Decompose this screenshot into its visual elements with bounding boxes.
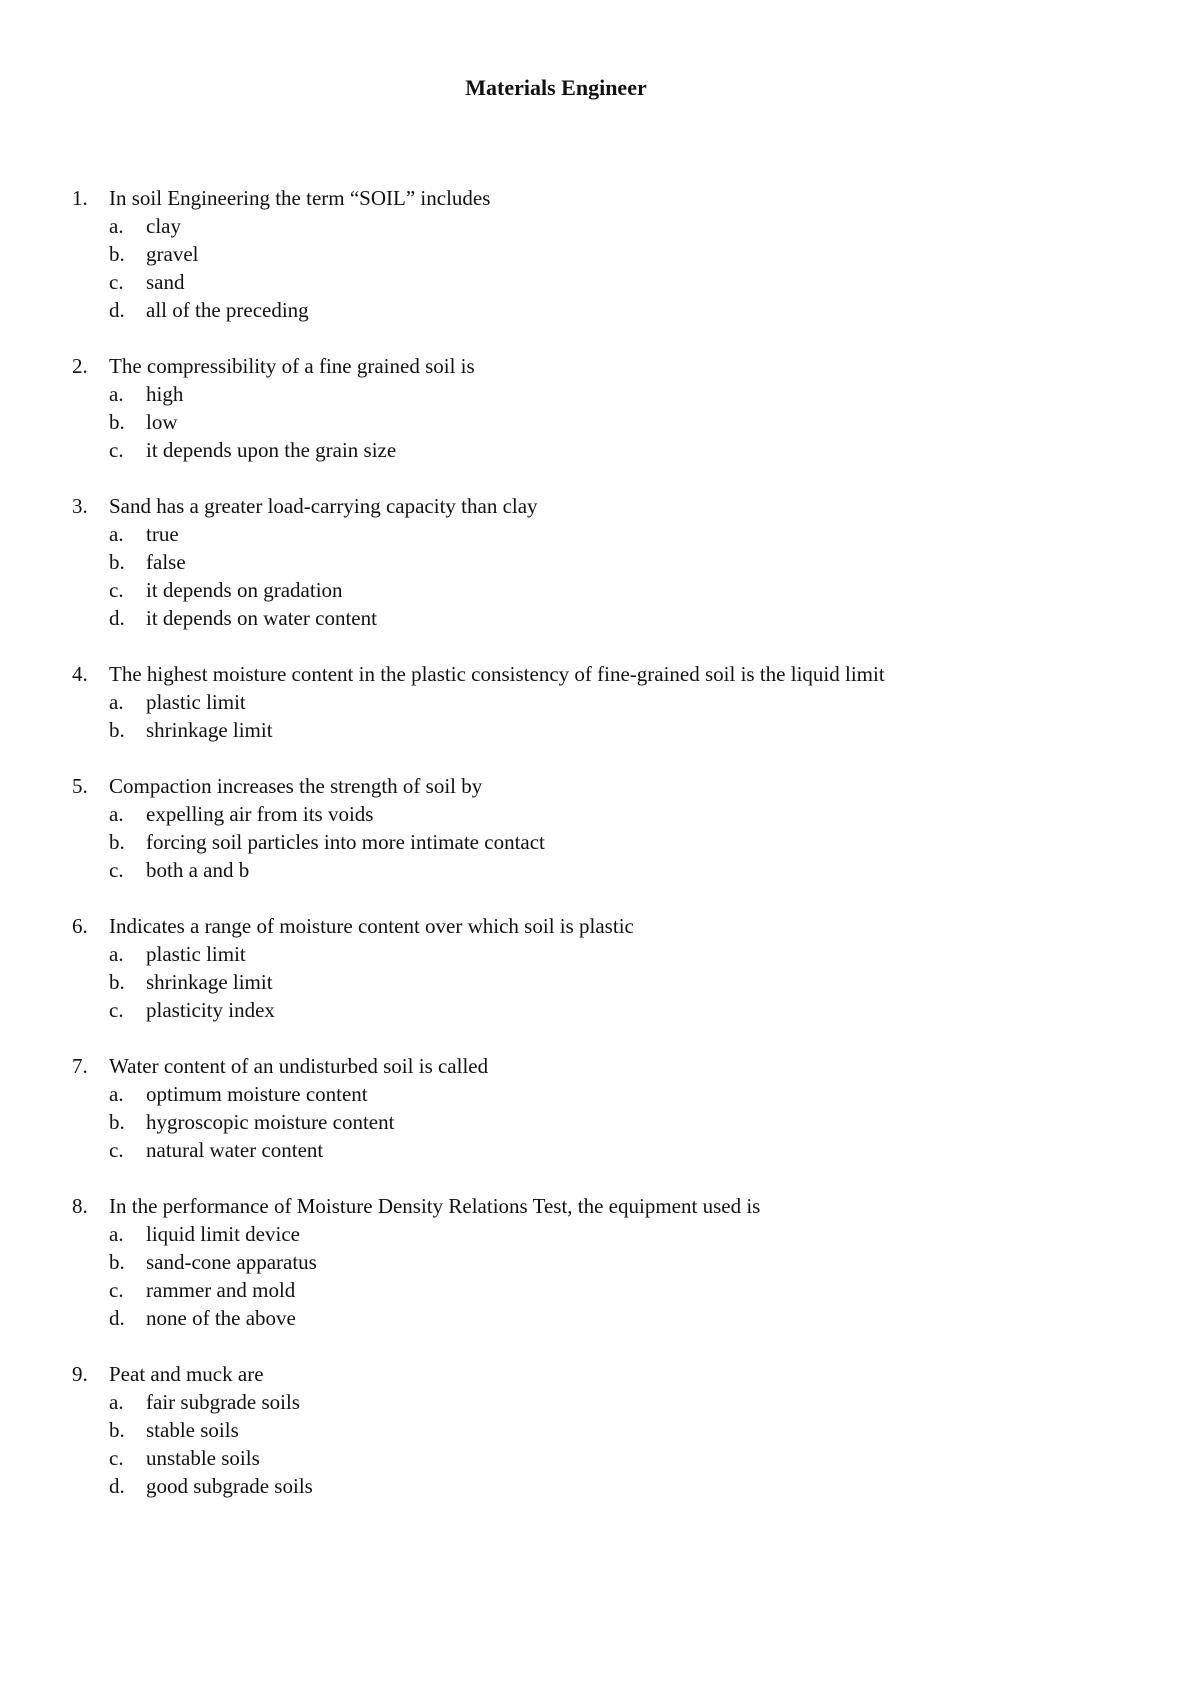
option-text: none of the above [146,1306,296,1330]
option-text: false [146,550,186,574]
option-letter: a. [109,690,124,714]
option-letter: b. [109,242,125,266]
option-text: good subgrade soils [146,1474,313,1498]
question-stem [72,912,932,940]
answer-option [109,212,932,240]
option-list [72,688,932,744]
question-stem [72,1192,932,1220]
option-letter: d. [109,606,125,630]
answer-option [109,1276,932,1304]
option-letter: c. [109,998,124,1022]
option-letter: b. [109,1110,125,1134]
question-number: 8. [72,1194,88,1218]
option-text: sand-cone apparatus [146,1250,317,1274]
answer-option [109,968,932,996]
answer-option [109,548,932,576]
answer-option [109,856,932,884]
option-letter: a. [109,522,124,546]
question-item [72,912,932,1024]
answer-option [109,1444,932,1472]
answer-option [109,1304,932,1332]
option-text: clay [146,214,181,238]
option-text: rammer and mold [146,1278,296,1302]
question-item [72,660,932,744]
question-text: The highest moisture content in the plastic consistency of fine-grained soil is the liquid limit [109,662,885,686]
answer-option [109,1108,932,1136]
question-item [72,1052,932,1164]
option-letter: b. [109,1418,125,1442]
option-text: it depends upon the grain size [146,438,397,462]
answer-option [109,716,932,744]
option-list [72,380,932,464]
answer-option [109,1472,932,1500]
answer-option [109,604,932,632]
answer-option [109,1388,932,1416]
option-letter: b. [109,550,125,574]
question-number: 6. [72,914,88,938]
option-letter: c. [109,1278,124,1302]
answer-option [109,408,932,436]
question-item [72,184,932,324]
answer-option [109,576,932,604]
answer-option [109,1080,932,1108]
answer-option [109,380,932,408]
option-text: true [146,522,179,546]
question-item [72,1192,932,1332]
option-list [72,800,932,884]
answer-option [109,296,932,324]
question-text: The compressibility of a fine grained soil is [109,354,475,378]
question-stem [72,660,932,688]
question-stem [72,772,932,800]
option-letter: c. [109,578,124,602]
option-text: plastic limit [146,942,246,966]
option-list [72,1220,932,1332]
option-text: low [146,410,178,434]
option-letter: b. [109,410,125,434]
option-text: high [146,382,184,406]
question-stem [72,352,932,380]
option-text: all of the preceding [146,298,309,322]
document-title: Materials Engineer [465,75,647,100]
option-letter: a. [109,942,124,966]
question-text: In the performance of Moisture Density Relations Test, the equipment used is [109,1194,761,1218]
option-text: both a and b [146,858,250,882]
question-number: 9. [72,1362,88,1386]
answer-option [109,996,932,1024]
option-letter: d. [109,1306,125,1330]
option-text: stable soils [146,1418,239,1442]
option-list [72,212,932,324]
question-number: 3. [72,494,88,518]
answer-option [109,520,932,548]
option-letter: c. [109,1138,124,1162]
option-text: shrinkage limit [146,970,273,994]
answer-option [109,940,932,968]
answer-option [109,268,932,296]
option-list [72,1080,932,1164]
option-text: forcing soil particles into more intimate contact [146,830,545,854]
option-letter: c. [109,1446,124,1470]
question-number: 2. [72,354,88,378]
question-number: 7. [72,1054,88,1078]
option-text: gravel [146,242,199,266]
option-letter: a. [109,1222,124,1246]
option-letter: b. [109,1250,125,1274]
answer-option [109,1220,932,1248]
answer-option [109,240,932,268]
option-letter: a. [109,802,124,826]
option-letter: b. [109,718,125,742]
question-item [72,492,932,632]
question-text: Compaction increases the strength of soil by [109,774,483,798]
option-text: unstable soils [146,1446,260,1470]
option-letter: d. [109,1474,125,1498]
option-text: sand [146,270,185,294]
question-number: 1. [72,186,88,210]
option-text: hygroscopic moisture content [146,1110,395,1134]
answer-option [109,800,932,828]
option-list [72,940,932,1024]
option-text: fair subgrade soils [146,1390,300,1414]
option-letter: c. [109,270,124,294]
option-letter: c. [109,858,124,882]
question-stem [72,1360,932,1388]
option-text: liquid limit device [146,1222,300,1246]
question-stem [72,184,932,212]
option-letter: a. [109,1390,124,1414]
answer-option [109,828,932,856]
question-text: Sand has a greater load-carrying capacity than clay [109,494,538,518]
question-item [72,772,932,884]
option-list [72,1388,932,1500]
question-stem [72,1052,932,1080]
answer-option [109,436,932,464]
answer-option [109,1416,932,1444]
option-list [72,520,932,632]
option-text: optimum moisture content [146,1082,368,1106]
question-number: 5. [72,774,88,798]
answer-option [109,1136,932,1164]
option-letter: d. [109,298,125,322]
question-item [72,1360,932,1500]
option-letter: b. [109,970,125,994]
question-item [72,352,932,464]
option-letter: c. [109,438,124,462]
question-text: Indicates a range of moisture content over which soil is plastic [109,914,634,938]
question-text: Water content of an undisturbed soil is called [109,1054,489,1078]
option-text: shrinkage limit [146,718,273,742]
option-text: it depends on gradation [146,578,343,602]
question-text: Peat and muck are [109,1362,264,1386]
option-letter: b. [109,830,125,854]
question-list [72,184,932,1528]
option-text: plastic limit [146,690,246,714]
question-text: In soil Engineering the term “SOIL” includes [109,186,491,210]
answer-option [109,688,932,716]
option-text: natural water content [146,1138,324,1162]
option-letter: a. [109,382,124,406]
option-letter: a. [109,214,124,238]
option-text: expelling air from its voids [146,802,374,826]
option-text: it depends on water content [146,606,377,630]
option-text: plasticity index [146,998,275,1022]
answer-option [109,1248,932,1276]
question-number: 4. [72,662,88,686]
option-letter: a. [109,1082,124,1106]
question-stem [72,492,932,520]
